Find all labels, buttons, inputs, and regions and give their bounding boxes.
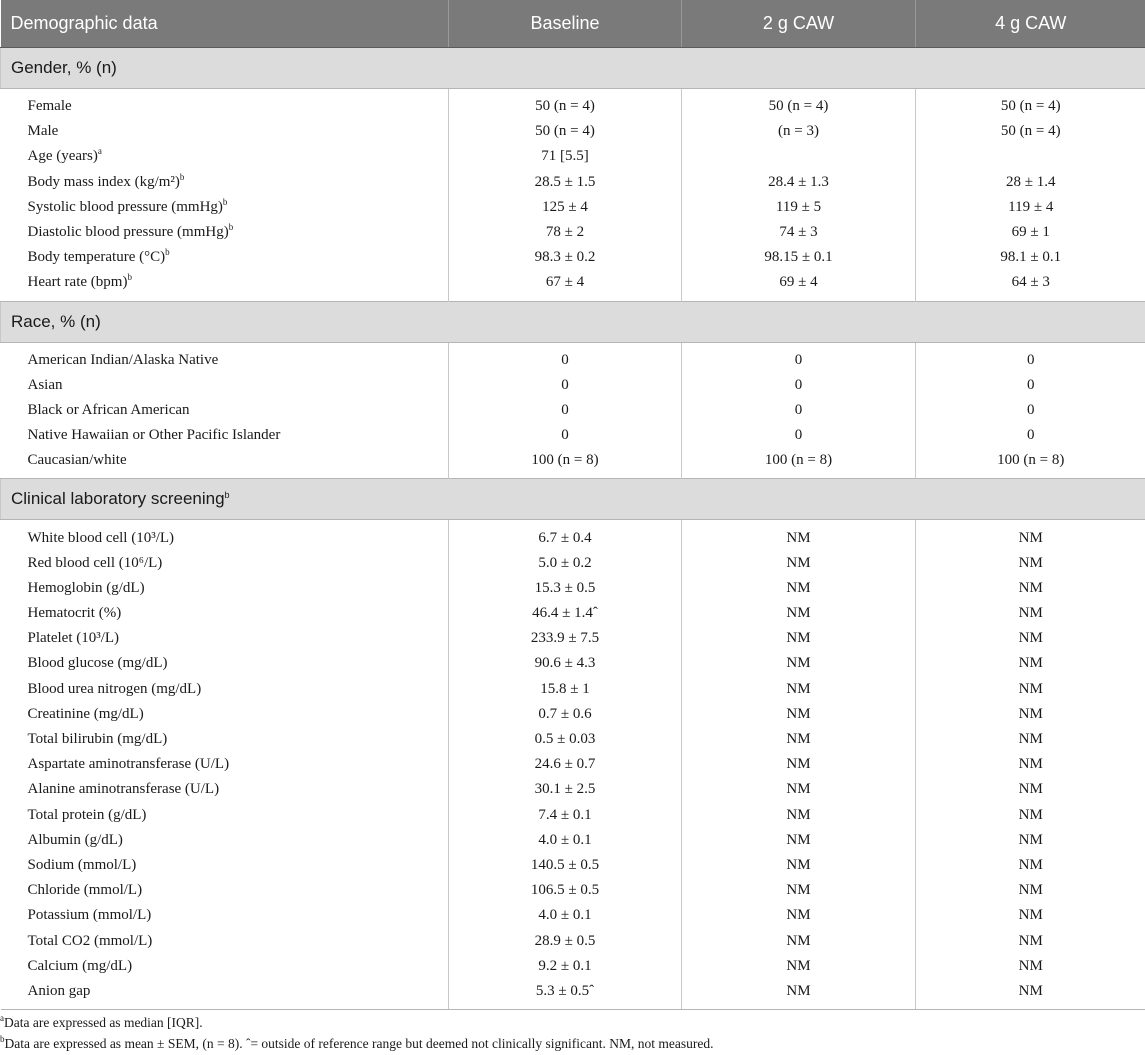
table-row bbox=[1, 803, 1145, 828]
caw-4g-value-cell: NM bbox=[916, 551, 1145, 576]
footnote bbox=[0, 1033, 714, 1054]
table-row bbox=[1, 928, 1145, 953]
baseline-value-cell: 78 ± 2 bbox=[449, 220, 682, 245]
caw-2g-value-cell: NM bbox=[682, 601, 916, 626]
table-row bbox=[1, 828, 1145, 853]
row-label-cell bbox=[1, 195, 449, 220]
row-label-cell bbox=[1, 270, 449, 301]
baseline-value-cell: 5.3 ± 0.5ˆ bbox=[449, 979, 682, 1010]
row-label: Blood glucose (mg/dL) bbox=[27, 655, 168, 672]
caw-2g-value-cell: NM bbox=[682, 828, 916, 853]
table-row bbox=[1, 89, 1145, 120]
table-row bbox=[1, 270, 1145, 301]
table-body bbox=[1, 48, 1145, 1010]
footnote-text: Data are expressed as median [IQR]. bbox=[4, 1015, 203, 1030]
footnote-mark: b bbox=[0, 1034, 5, 1044]
table-row bbox=[1, 398, 1145, 423]
caw-2g-value-cell: 0 bbox=[682, 373, 916, 398]
row-label-cell bbox=[1, 702, 449, 727]
caw-2g-value-cell: NM bbox=[682, 803, 916, 828]
table-row bbox=[1, 903, 1145, 928]
caw-4g-value-cell: 100 (n = 8) bbox=[916, 448, 1145, 479]
caw-2g-value-cell: NM bbox=[682, 551, 916, 576]
caw-2g-value-cell: NM bbox=[682, 954, 916, 979]
caw-4g-value-cell: 0 bbox=[916, 373, 1145, 398]
caw-4g-value-cell: 69 ± 1 bbox=[916, 220, 1145, 245]
caw-4g-value-cell: NM bbox=[916, 702, 1145, 727]
caw-2g-value-cell: NM bbox=[682, 626, 916, 651]
row-label-cell bbox=[1, 928, 449, 953]
row-label-cell bbox=[1, 119, 449, 144]
row-label-cell bbox=[1, 170, 449, 195]
row-label-cell bbox=[1, 803, 449, 828]
row-label-footnote-mark: b bbox=[228, 222, 234, 233]
caw-4g-value-cell: 98.1 ± 0.1 bbox=[916, 245, 1145, 270]
table-row bbox=[1, 119, 1145, 144]
row-label-footnote-mark: b bbox=[222, 196, 228, 207]
caw-4g-value-cell: NM bbox=[916, 803, 1145, 828]
caw-4g-value-cell: NM bbox=[916, 903, 1145, 928]
row-label-cell bbox=[1, 853, 449, 878]
row-label-cell bbox=[1, 752, 449, 777]
table-row bbox=[1, 520, 1145, 551]
row-label: Chloride (mmol/L) bbox=[27, 882, 143, 899]
row-label: Caucasian/white bbox=[27, 452, 127, 469]
baseline-value-cell: 140.5 ± 0.5 bbox=[449, 853, 682, 878]
table-row bbox=[1, 245, 1145, 270]
caw-2g-value-cell: NM bbox=[682, 777, 916, 802]
baseline-value-cell: 0 bbox=[449, 423, 682, 448]
column-header-2g-caw: 2 g CAW bbox=[682, 0, 916, 48]
caw-4g-value-cell: NM bbox=[916, 928, 1145, 953]
table-row bbox=[1, 752, 1145, 777]
baseline-value-cell: 50 (n = 4) bbox=[449, 89, 682, 120]
baseline-value-cell: 28.9 ± 0.5 bbox=[449, 928, 682, 953]
row-label: Sodium (mmol/L) bbox=[27, 856, 137, 873]
row-label: Blood urea nitrogen (mg/dL) bbox=[27, 680, 202, 697]
caw-4g-value-cell: NM bbox=[916, 853, 1145, 878]
row-label-cell bbox=[1, 677, 449, 702]
caw-2g-value-cell: 100 (n = 8) bbox=[682, 448, 916, 479]
baseline-value-cell: 233.9 ± 7.5 bbox=[449, 626, 682, 651]
table-row bbox=[1, 342, 1145, 373]
table-row bbox=[1, 551, 1145, 576]
section-header-row bbox=[1, 48, 1145, 89]
row-label: American Indian/Alaska Native bbox=[27, 351, 219, 368]
row-label: Age (years) bbox=[27, 148, 98, 165]
caw-2g-value-cell: (n = 3) bbox=[682, 119, 916, 144]
table-row bbox=[1, 220, 1145, 245]
footnote-text: Data are expressed as mean ± SEM, (n = 8). ˆ= outside of reference range but deemed not clinically significant. NM, not measured. bbox=[4, 1036, 714, 1051]
caw-2g-value-cell: NM bbox=[682, 979, 916, 1010]
section-header-row bbox=[1, 479, 1145, 520]
baseline-value-cell: 0.7 ± 0.6 bbox=[449, 702, 682, 727]
caw-4g-value-cell: NM bbox=[916, 727, 1145, 752]
row-label-footnote-mark: b bbox=[165, 247, 170, 258]
baseline-value-cell: 6.7 ± 0.4 bbox=[449, 520, 682, 551]
table-header bbox=[1, 0, 1145, 48]
caw-4g-value-cell: 50 (n = 4) bbox=[916, 119, 1145, 144]
baseline-value-cell: 7.4 ± 0.1 bbox=[449, 803, 682, 828]
table-row bbox=[1, 651, 1145, 676]
row-label-cell bbox=[1, 423, 449, 448]
caw-2g-value-cell: NM bbox=[682, 727, 916, 752]
row-label: Hemoglobin (g/dL) bbox=[27, 579, 145, 596]
baseline-value-cell: 24.6 ± 0.7 bbox=[449, 752, 682, 777]
caw-4g-value-cell: NM bbox=[916, 601, 1145, 626]
baseline-value-cell: 15.8 ± 1 bbox=[449, 677, 682, 702]
caw-4g-value-cell: NM bbox=[916, 878, 1145, 903]
caw-4g-value-cell: NM bbox=[916, 979, 1145, 1010]
row-label: Total protein (g/dL) bbox=[27, 806, 147, 823]
caw-2g-value-cell: 119 ± 5 bbox=[682, 195, 916, 220]
caw-2g-value-cell: 0 bbox=[682, 398, 916, 423]
row-label-cell bbox=[1, 878, 449, 903]
row-label-cell bbox=[1, 828, 449, 853]
caw-2g-value-cell: 28.4 ± 1.3 bbox=[682, 170, 916, 195]
row-label: Alanine aminotransferase (U/L) bbox=[27, 781, 220, 798]
table-row bbox=[1, 702, 1145, 727]
caw-2g-value-cell: 98.15 ± 0.1 bbox=[682, 245, 916, 270]
caw-4g-value-cell: NM bbox=[916, 520, 1145, 551]
row-label: Total CO2 (mmol/L) bbox=[27, 932, 153, 949]
baseline-value-cell: 9.2 ± 0.1 bbox=[449, 954, 682, 979]
caw-2g-value-cell: NM bbox=[682, 878, 916, 903]
row-label: Body mass index (kg/m²) bbox=[27, 173, 180, 190]
caw-4g-value-cell: NM bbox=[916, 677, 1145, 702]
row-label-cell bbox=[1, 398, 449, 423]
baseline-value-cell: 0 bbox=[449, 373, 682, 398]
baseline-value-cell: 5.0 ± 0.2 bbox=[449, 551, 682, 576]
table-row bbox=[1, 727, 1145, 752]
caw-2g-value-cell: 74 ± 3 bbox=[682, 220, 916, 245]
caw-2g-value-cell: NM bbox=[682, 651, 916, 676]
row-label-cell bbox=[1, 373, 449, 398]
caw-4g-value-cell bbox=[916, 144, 1145, 169]
section-title-cell bbox=[1, 48, 1145, 89]
baseline-value-cell: 71 [5.5] bbox=[449, 144, 682, 169]
caw-2g-value-cell: NM bbox=[682, 576, 916, 601]
table-footnotes bbox=[0, 1012, 714, 1054]
row-label-cell bbox=[1, 245, 449, 270]
row-label-footnote-mark: b bbox=[127, 272, 132, 283]
row-label: Aspartate aminotransferase (U/L) bbox=[27, 756, 230, 773]
column-header-4g-caw: 4 g CAW bbox=[916, 0, 1145, 48]
row-label: Calcium (mg/dL) bbox=[27, 957, 133, 974]
baseline-value-cell: 90.6 ± 4.3 bbox=[449, 651, 682, 676]
caw-2g-value-cell: NM bbox=[682, 853, 916, 878]
row-label: Anion gap bbox=[27, 982, 91, 999]
row-label: Red blood cell (10⁶/L) bbox=[27, 554, 163, 571]
caw-2g-value-cell: NM bbox=[682, 702, 916, 727]
section-title: Gender, % (n) bbox=[11, 58, 117, 77]
row-label: Creatinine (mg/dL) bbox=[27, 705, 144, 722]
table-row bbox=[1, 677, 1145, 702]
section-header-row bbox=[1, 301, 1145, 342]
row-label-cell bbox=[1, 601, 449, 626]
table-row bbox=[1, 601, 1145, 626]
row-label: Body temperature (°C) bbox=[27, 249, 166, 266]
caw-4g-value-cell: 28 ± 1.4 bbox=[916, 170, 1145, 195]
section-title-cell bbox=[1, 301, 1145, 342]
caw-4g-value-cell: NM bbox=[916, 576, 1145, 601]
table-row bbox=[1, 448, 1145, 479]
table-row bbox=[1, 373, 1145, 398]
row-label-cell bbox=[1, 220, 449, 245]
row-label-footnote-mark: b bbox=[179, 171, 185, 182]
header-row bbox=[1, 0, 1145, 48]
caw-4g-value-cell: NM bbox=[916, 828, 1145, 853]
caw-4g-value-cell: NM bbox=[916, 954, 1145, 979]
caw-2g-value-cell: 69 ± 4 bbox=[682, 270, 916, 301]
table-row bbox=[1, 853, 1145, 878]
caw-4g-value-cell: NM bbox=[916, 777, 1145, 802]
table-row bbox=[1, 777, 1145, 802]
table-row bbox=[1, 626, 1145, 651]
caw-2g-value-cell: NM bbox=[682, 928, 916, 953]
row-label-cell bbox=[1, 954, 449, 979]
baseline-value-cell: 125 ± 4 bbox=[449, 195, 682, 220]
row-label: Hematocrit (%) bbox=[27, 605, 122, 622]
baseline-value-cell: 4.0 ± 0.1 bbox=[449, 903, 682, 928]
row-label-cell bbox=[1, 551, 449, 576]
row-label: Native Hawaiian or Other Pacific Islander bbox=[27, 427, 281, 444]
row-label-cell bbox=[1, 520, 449, 551]
baseline-value-cell: 100 (n = 8) bbox=[449, 448, 682, 479]
section-title: Race, % (n) bbox=[11, 311, 101, 331]
caw-4g-value-cell: 119 ± 4 bbox=[916, 195, 1145, 220]
row-label: Black or African American bbox=[27, 401, 190, 418]
caw-2g-value-cell: 0 bbox=[682, 423, 916, 448]
row-label: Systolic blood pressure (mmHg) bbox=[27, 198, 223, 215]
row-label: Total bilirubin (mg/dL) bbox=[27, 731, 168, 748]
row-label-cell bbox=[1, 342, 449, 373]
baseline-value-cell: 46.4 ± 1.4ˆ bbox=[449, 601, 682, 626]
footnote bbox=[0, 1012, 714, 1033]
row-label-footnote-mark: a bbox=[97, 146, 102, 157]
table-row bbox=[1, 170, 1145, 195]
row-label-cell bbox=[1, 576, 449, 601]
section-title-footnote-mark: b bbox=[224, 490, 230, 501]
baseline-value-cell: 30.1 ± 2.5 bbox=[449, 777, 682, 802]
caw-2g-value-cell bbox=[682, 144, 916, 169]
caw-2g-value-cell: NM bbox=[682, 677, 916, 702]
row-label: Platelet (10³/L) bbox=[27, 630, 120, 647]
row-label-cell bbox=[1, 651, 449, 676]
row-label-cell bbox=[1, 727, 449, 752]
caw-4g-value-cell: 0 bbox=[916, 398, 1145, 423]
row-label-cell bbox=[1, 777, 449, 802]
table-row bbox=[1, 878, 1145, 903]
row-label-cell bbox=[1, 144, 449, 169]
baseline-value-cell: 98.3 ± 0.2 bbox=[449, 245, 682, 270]
section-title-cell bbox=[1, 479, 1145, 520]
row-label-cell bbox=[1, 903, 449, 928]
baseline-value-cell: 15.3 ± 0.5 bbox=[449, 576, 682, 601]
caw-2g-value-cell: NM bbox=[682, 520, 916, 551]
baseline-value-cell: 67 ± 4 bbox=[449, 270, 682, 301]
caw-4g-value-cell: NM bbox=[916, 752, 1145, 777]
caw-2g-value-cell: NM bbox=[682, 903, 916, 928]
table-row bbox=[1, 979, 1145, 1010]
caw-4g-value-cell: 64 ± 3 bbox=[916, 270, 1145, 301]
row-label-cell bbox=[1, 626, 449, 651]
row-label: Diastolic blood pressure (mmHg) bbox=[27, 224, 229, 241]
caw-2g-value-cell: 50 (n = 4) bbox=[682, 89, 916, 120]
caw-4g-value-cell: 0 bbox=[916, 423, 1145, 448]
baseline-value-cell: 106.5 ± 0.5 bbox=[449, 878, 682, 903]
baseline-value-cell: 4.0 ± 0.1 bbox=[449, 828, 682, 853]
baseline-value-cell: 0 bbox=[449, 342, 682, 373]
caw-4g-value-cell: 0 bbox=[916, 342, 1145, 373]
baseline-value-cell: 0.5 ± 0.03 bbox=[449, 727, 682, 752]
caw-4g-value-cell: NM bbox=[916, 651, 1145, 676]
row-label: White blood cell (10³/L) bbox=[27, 529, 175, 546]
caw-4g-value-cell: NM bbox=[916, 626, 1145, 651]
baseline-value-cell: 0 bbox=[449, 398, 682, 423]
row-label-cell bbox=[1, 979, 449, 1010]
baseline-value-cell: 28.5 ± 1.5 bbox=[449, 170, 682, 195]
row-label: Male bbox=[27, 123, 59, 140]
row-label-cell bbox=[1, 448, 449, 479]
footnote-mark: a bbox=[0, 1013, 4, 1023]
column-header-demographic-data: Demographic data bbox=[1, 0, 449, 48]
caw-2g-value-cell: 0 bbox=[682, 342, 916, 373]
row-label: Potassium (mmol/L) bbox=[27, 907, 152, 924]
column-header-baseline: Baseline bbox=[449, 0, 682, 48]
row-label: Heart rate (bpm) bbox=[27, 274, 128, 291]
section-title: Clinical laboratory screening bbox=[11, 489, 225, 509]
row-label: Female bbox=[27, 98, 72, 115]
table-row bbox=[1, 423, 1145, 448]
caw-4g-value-cell: 50 (n = 4) bbox=[916, 89, 1145, 120]
table-row bbox=[1, 144, 1145, 169]
table-row bbox=[1, 954, 1145, 979]
row-label: Asian bbox=[27, 376, 63, 393]
baseline-value-cell: 50 (n = 4) bbox=[449, 119, 682, 144]
row-label-cell bbox=[1, 89, 449, 120]
table-row bbox=[1, 576, 1145, 601]
row-label: Albumin (g/dL) bbox=[27, 831, 123, 848]
caw-2g-value-cell: NM bbox=[682, 752, 916, 777]
table-row bbox=[1, 195, 1145, 220]
